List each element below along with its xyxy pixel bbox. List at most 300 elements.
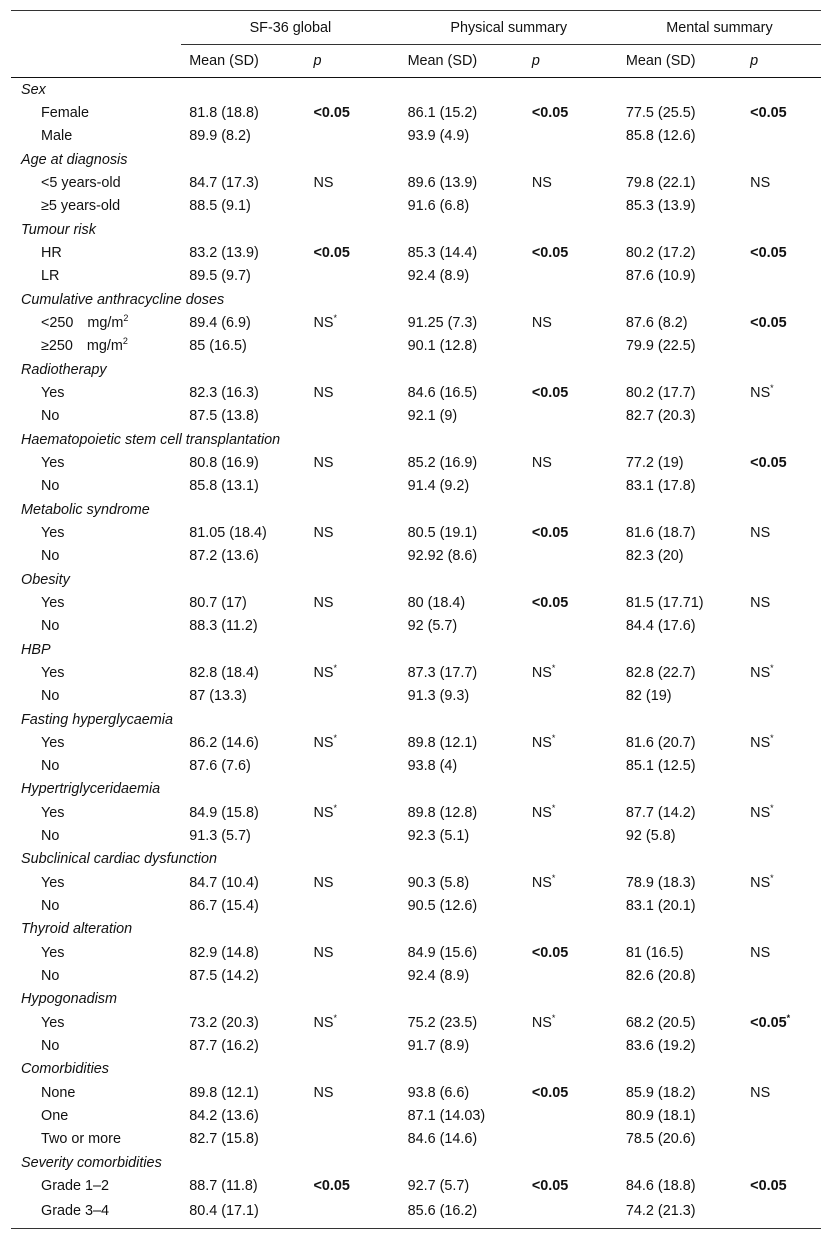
p-value-cell: <0.05 [531, 1084, 569, 1101]
mean-sd-cell: 84.9 (15.6) [407, 944, 478, 961]
mean-sd-cell: 93.8 (6.6) [407, 1084, 470, 1101]
table-row [11, 102, 821, 125]
table-row [11, 1128, 821, 1151]
mean-sd-cell: 82.3 (16.3) [189, 385, 259, 402]
category-label: Fasting hyperglycaemia [21, 711, 173, 728]
p-value-cell: NS* [750, 662, 774, 681]
mean-sd-cell: 73.2 (20.3) [189, 1014, 259, 1031]
table-row [11, 615, 821, 638]
p-value-cell: NS* [531, 1012, 556, 1031]
category-row [11, 778, 821, 802]
p-value-cell: NS [313, 874, 334, 891]
header-blank [11, 11, 181, 45]
p-value-cell: <0.05 [313, 245, 350, 262]
table-row [11, 125, 821, 148]
category-label: Severity comorbidities [21, 1154, 162, 1171]
row-label: No [41, 968, 60, 984]
p-value-cell [532, 335, 618, 358]
p-value-cell [750, 964, 821, 987]
header-blank [11, 45, 181, 78]
category-label: Sex [21, 81, 46, 98]
mean-sd-cell: 89.8 (12.8) [407, 804, 478, 821]
mean-sd-cell: 84.6 (16.5) [407, 385, 478, 402]
p-value-cell: <0.05 [750, 245, 787, 262]
p-value-cell: NS [750, 175, 771, 192]
mean-sd-cell: 81.5 (17.71) [625, 594, 704, 611]
mean-sd-cell: 93.8 (4) [407, 758, 458, 775]
mean-sd-cell: 92.7 (5.7) [407, 1177, 470, 1194]
category-label: Comorbidities [21, 1061, 109, 1078]
p-value-cell [313, 685, 399, 708]
mean-sd-cell: 82.9 (14.8) [189, 944, 259, 961]
p-value-cell: NS* [313, 732, 337, 751]
p-value-cell [532, 1034, 618, 1057]
p-value-cell [750, 685, 821, 708]
row-label: Male [41, 128, 73, 145]
mean-sd-cell: 85.3 (13.9) [625, 198, 696, 215]
category-row [11, 218, 821, 242]
p-value-cell: NS [313, 525, 334, 541]
mean-sd-cell: 85 (16.5) [189, 338, 247, 355]
p-value-cell [313, 405, 399, 428]
p-value-cell: <0.05 [531, 594, 569, 611]
p-value-cell: NS [531, 455, 552, 472]
group-header-mental: Mental summary [618, 11, 821, 45]
p-value-cell: NS* [750, 732, 774, 751]
row-label: Yes [41, 525, 65, 541]
mean-sd-cell: 91.7 (8.9) [407, 1037, 470, 1054]
table-row [11, 894, 821, 917]
p-value-cell [532, 1128, 618, 1151]
p-value-cell [313, 195, 399, 218]
mean-sd-cell: 85.1 (12.5) [625, 758, 696, 775]
p-value-cell: NS* [750, 872, 774, 891]
mean-sd-cell: 86.7 (15.4) [189, 898, 259, 915]
category-row [11, 638, 821, 662]
p-value-cell: NS* [531, 872, 556, 891]
row-label: HR [41, 245, 62, 262]
mean-sd-cell: 92.3 (5.1) [407, 828, 470, 845]
row-label: Grade 3–4 [11, 1198, 181, 1229]
p-value-cell [532, 1104, 618, 1127]
table-row [11, 451, 821, 474]
p-value-cell: NS* [750, 802, 774, 821]
table-row [11, 265, 821, 288]
table-row [11, 1034, 821, 1057]
row-label: No [41, 898, 60, 915]
col-header-p: p [313, 45, 399, 78]
category-label: Thyroid alteration [21, 921, 133, 938]
p-value-cell [313, 475, 399, 498]
mean-sd-cell: 82 (19) [625, 688, 672, 705]
row-label: Yes [41, 734, 65, 751]
mean-sd-cell: 81.6 (18.7) [625, 525, 696, 541]
category-row [11, 848, 821, 872]
row-label: Female [41, 105, 89, 122]
mean-sd-cell: 84.9 (15.8) [189, 804, 259, 821]
mean-sd-cell: 84.7 (10.4) [189, 874, 259, 891]
table-row [11, 591, 821, 614]
p-value-cell: NS [313, 1084, 334, 1101]
row-label: Yes [41, 1014, 65, 1031]
p-value-cell [313, 615, 399, 638]
col-header-mean: Mean (SD) [400, 45, 532, 78]
mean-sd-cell: 87.1 (14.03) [407, 1107, 486, 1124]
table-row [11, 172, 821, 195]
mean-sd-cell: 89.8 (12.1) [189, 1084, 259, 1101]
p-value-cell [313, 964, 399, 987]
mean-sd-cell: 82.7 (15.8) [189, 1131, 259, 1148]
mean-sd-cell: 85.2 (16.9) [407, 455, 478, 472]
category-label: Metabolic syndrome [21, 501, 150, 518]
p-value-cell [750, 545, 821, 568]
p-value-cell [750, 1104, 821, 1127]
p-value-cell [313, 824, 399, 847]
table-row [11, 312, 821, 335]
table-row [11, 941, 821, 964]
p-value-cell: <0.05 [313, 1177, 350, 1194]
p-value-cell: NS [313, 385, 334, 402]
mean-sd-cell: 82.8 (22.7) [625, 664, 696, 681]
mean-sd-cell: 85.6 (16.2) [400, 1198, 532, 1229]
p-value-cell [532, 824, 618, 847]
mean-sd-cell: 80.2 (17.2) [625, 245, 696, 262]
p-value-cell: NS* [531, 662, 556, 681]
mean-sd-cell: 81.8 (18.8) [189, 105, 259, 122]
mean-sd-cell: 81.6 (20.7) [625, 734, 696, 751]
p-value-cell: NS [313, 594, 334, 611]
row-label: Yes [41, 455, 65, 472]
mean-sd-cell: 92.1 (9) [407, 408, 458, 425]
p-value-cell: <0.05 [750, 455, 787, 472]
mean-sd-cell: 87.7 (16.2) [189, 1037, 259, 1054]
table-row [11, 1011, 821, 1034]
category-label: Age at diagnosis [21, 151, 128, 168]
table-row [11, 242, 821, 265]
mean-sd-cell: 91.4 (9.2) [407, 478, 470, 495]
p-value-cell: <0.05 [750, 105, 787, 122]
mean-sd-cell: 90.5 (12.6) [407, 898, 478, 915]
mean-sd-cell: 80.2 (17.7) [625, 385, 696, 402]
table-body [11, 78, 821, 1229]
p-value-cell: NS* [531, 732, 556, 751]
row-label: No [41, 478, 60, 495]
table-row [11, 964, 821, 987]
p-value-cell: <0.05 [531, 1177, 569, 1194]
row-label: Yes [41, 594, 65, 611]
row-label: No [41, 1037, 60, 1054]
category-label: Subclinical cardiac dysfunction [21, 851, 217, 868]
table-row [11, 871, 821, 894]
p-value-cell [313, 755, 399, 778]
table-row [11, 824, 821, 847]
category-label: HBP [21, 641, 51, 658]
p-value-cell [750, 1128, 821, 1151]
table-row [11, 801, 821, 824]
mean-sd-cell: 91.6 (6.8) [407, 198, 470, 215]
p-value-cell [750, 475, 821, 498]
p-value-cell [313, 545, 399, 568]
mean-sd-cell: 88.5 (9.1) [189, 198, 251, 215]
p-value-cell: NS [313, 455, 334, 472]
mean-sd-cell: 87.6 (7.6) [189, 758, 251, 775]
category-row [11, 148, 821, 172]
row-label: Yes [41, 385, 65, 402]
p-value-cell: NS [313, 175, 334, 192]
row-label: None [41, 1084, 76, 1101]
p-value-cell: <0.05 [531, 105, 569, 122]
p-value-cell: <0.05 [313, 105, 350, 122]
mean-sd-cell: 85.9 (18.2) [625, 1084, 696, 1101]
col-header-mean: Mean (SD) [181, 45, 313, 78]
table-row [11, 1198, 821, 1229]
p-value-cell [750, 265, 821, 288]
p-value-cell [532, 125, 618, 148]
row-label: Yes [41, 804, 65, 821]
p-value-cell [750, 755, 821, 778]
p-value-cell: <0.05 [750, 315, 787, 332]
mean-sd-cell: 84.7 (17.3) [189, 175, 259, 192]
mean-sd-cell: 87.6 (10.9) [625, 268, 696, 285]
mean-sd-cell: 87.3 (17.7) [407, 664, 478, 681]
p-value-cell: NS* [313, 802, 337, 821]
p-value-cell [313, 1198, 399, 1229]
p-value-cell: NS [750, 525, 771, 541]
p-value-cell: NS* [313, 313, 337, 332]
p-value-cell [750, 335, 821, 358]
mean-sd-cell: 92.4 (8.9) [407, 268, 470, 285]
category-row [11, 288, 821, 312]
mean-sd-cell: 82.6 (20.8) [625, 968, 696, 984]
p-value-cell [532, 1198, 618, 1229]
mean-sd-cell: 87.5 (13.8) [189, 408, 259, 425]
mean-sd-cell: 79.8 (22.1) [625, 175, 696, 192]
mean-sd-cell: 68.2 (20.5) [625, 1014, 696, 1031]
category-label: Tumour risk [21, 221, 96, 238]
table-row [11, 475, 821, 498]
row-label: No [41, 828, 60, 845]
mean-sd-cell: 87.5 (14.2) [189, 968, 259, 984]
mean-sd-cell: 90.3 (5.8) [407, 874, 470, 891]
mean-sd-cell: 80.7 (17) [189, 594, 247, 611]
mean-sd-cell: 88.7 (11.8) [189, 1177, 258, 1194]
row-label: No [41, 548, 60, 565]
table-row [11, 405, 821, 428]
p-value-cell [313, 894, 399, 917]
row-label: Yes [41, 944, 65, 961]
mean-sd-cell: 93.9 (4.9) [407, 128, 470, 145]
mean-sd-cell: 84.6 (18.8) [625, 1177, 696, 1194]
row-label: Yes [41, 664, 65, 681]
col-header-p: p [532, 45, 618, 78]
p-value-cell [313, 125, 399, 148]
table-row [11, 195, 821, 218]
p-value-cell: <0.05 [531, 245, 569, 262]
category-row [11, 918, 821, 942]
p-value-cell [750, 405, 821, 428]
mean-sd-cell: 84.4 (17.6) [625, 618, 696, 635]
mean-sd-cell: 75.2 (23.5) [407, 1014, 478, 1031]
p-value-cell: NS* [313, 1012, 337, 1031]
row-label: Yes [41, 874, 65, 891]
category-row [11, 358, 821, 382]
group-header-physical: Physical summary [400, 11, 618, 45]
row-label: ≥250 $mg/m^2$ [41, 336, 128, 355]
mean-sd-cell: 84.6 (14.6) [407, 1131, 478, 1148]
category-label: Haematopoietic stem cell transplantation [21, 431, 281, 448]
p-value-cell [750, 1034, 821, 1057]
table-row [11, 545, 821, 568]
mean-sd-cell: 85.3 (14.4) [407, 245, 478, 262]
mean-sd-cell: 89.8 (12.1) [407, 734, 478, 751]
p-value-cell [750, 894, 821, 917]
mean-sd-cell: 90.1 (12.8) [407, 338, 478, 355]
mean-sd-cell: 82.3 (20) [625, 548, 684, 565]
row-label: ≥5 years-old [41, 198, 121, 215]
mean-sd-cell: 92 (5.8) [625, 828, 676, 845]
mean-sd-cell: 89.4 (6.9) [189, 315, 251, 332]
mean-sd-cell: 80.5 (19.1) [407, 525, 478, 541]
category-row [11, 498, 821, 522]
p-value-cell [750, 615, 821, 638]
table-row [11, 335, 821, 358]
p-value-cell: <0.05 [531, 525, 569, 541]
p-value-cell [532, 894, 618, 917]
mean-sd-cell: 87.2 (13.6) [189, 548, 259, 565]
p-value-cell [313, 335, 399, 358]
results-table [11, 10, 821, 1229]
row-label: <250 $mg/m^2$ [41, 313, 129, 332]
mean-sd-cell: 77.2 (19) [625, 455, 684, 472]
p-value-cell [532, 265, 618, 288]
mean-sd-cell: 85.8 (13.1) [189, 478, 259, 495]
mean-sd-cell: 91.25 (7.3) [407, 315, 478, 332]
p-value-cell [532, 195, 618, 218]
p-value-cell [750, 195, 821, 218]
row-label: No [41, 758, 60, 775]
category-row [11, 78, 821, 102]
mean-sd-cell: 80.4 (17.1) [181, 1198, 313, 1229]
table-row [11, 1174, 821, 1197]
mean-sd-cell: 87 (13.3) [189, 688, 247, 705]
category-row [11, 568, 821, 592]
p-value-cell [750, 125, 821, 148]
mean-sd-cell: 78.5 (20.6) [625, 1131, 696, 1148]
col-header-mean: Mean (SD) [618, 45, 750, 78]
p-value-cell: NS [531, 315, 552, 332]
p-value-cell: <0.05 [750, 1177, 787, 1194]
mean-sd-cell: 89.9 (8.2) [189, 128, 251, 145]
p-value-cell [313, 1128, 399, 1151]
p-value-cell [750, 824, 821, 847]
category-row [11, 428, 821, 452]
p-value-cell [532, 615, 618, 638]
category-label: Obesity [21, 571, 70, 588]
mean-sd-cell: 80 (18.4) [407, 594, 466, 611]
table-row [11, 1081, 821, 1104]
mean-sd-cell: 81 (16.5) [625, 944, 684, 961]
mean-sd-cell: 77.5 (25.5) [625, 105, 696, 122]
p-value-cell: <0.05* [750, 1012, 791, 1031]
mean-sd-cell: 86.2 (14.6) [189, 734, 259, 751]
mean-sd-cell: 88.3 (11.2) [189, 618, 258, 635]
p-value-cell [313, 265, 399, 288]
mean-sd-cell: 83.1 (17.8) [625, 478, 696, 495]
row-label: LR [41, 268, 60, 285]
mean-sd-cell: 85.8 (12.6) [625, 128, 696, 145]
p-value-cell [532, 475, 618, 498]
p-value-cell [532, 685, 618, 708]
p-value-cell: NS [750, 594, 771, 611]
p-value-cell: NS [313, 944, 334, 961]
p-value-cell: <0.05 [531, 944, 569, 961]
table-row [11, 731, 821, 754]
col-header-p: p [750, 45, 821, 78]
category-label: Radiotherapy [21, 361, 107, 378]
dose-unit: $mg/m^2$ [87, 313, 129, 332]
category-row [11, 988, 821, 1012]
p-value-cell [532, 545, 618, 568]
p-value-cell: <0.05 [531, 385, 569, 402]
table-row [11, 1104, 821, 1127]
table-row [11, 685, 821, 708]
mean-sd-cell: 79.9 (22.5) [625, 338, 696, 355]
p-value-cell: NS* [531, 802, 556, 821]
mean-sd-cell: 92.4 (8.9) [407, 968, 470, 984]
p-value-cell [313, 1104, 399, 1127]
dose-unit: $mg/m^2$ [86, 336, 128, 355]
mean-sd-cell: 81.05 (18.4) [189, 525, 267, 541]
row-label: Grade 1–2 [41, 1177, 110, 1194]
row-label: No [41, 688, 60, 705]
row-label: No [41, 618, 60, 635]
group-header-sf36: SF-36 global [181, 11, 399, 45]
mean-sd-cell: 78.9 (18.3) [625, 874, 696, 891]
category-row [11, 1058, 821, 1082]
category-row [11, 708, 821, 732]
mean-sd-cell: 80.9 (18.1) [625, 1107, 696, 1124]
category-label: Hypertriglyceridaemia [21, 781, 161, 798]
mean-sd-cell: 82.8 (18.4) [189, 664, 259, 681]
row-label: One [41, 1107, 69, 1124]
mean-sd-cell: 91.3 (9.3) [407, 688, 470, 705]
mean-sd-cell: 83.1 (20.1) [625, 898, 696, 915]
p-value-cell [750, 1198, 821, 1229]
mean-sd-cell: 92 (5.7) [407, 618, 458, 635]
p-value-cell: NS [750, 1084, 771, 1101]
mean-sd-cell: 89.6 (13.9) [407, 175, 478, 192]
category-label: Cumulative anthracycline doses [21, 291, 225, 308]
mean-sd-cell: 82.7 (20.3) [625, 408, 696, 425]
p-value-cell: NS [531, 175, 552, 192]
p-value-cell [532, 755, 618, 778]
mean-sd-cell: 86.1 (15.2) [407, 105, 478, 122]
table-row [11, 755, 821, 778]
p-value-cell: NS [750, 944, 771, 961]
row-label: <5 years-old [41, 175, 121, 192]
mean-sd-cell: 84.2 (13.6) [189, 1107, 259, 1124]
mean-sd-cell: 87.6 (8.2) [625, 315, 688, 332]
table-row [11, 661, 821, 684]
mean-sd-cell: 74.2 (21.3) [618, 1198, 750, 1229]
mean-sd-cell: 87.7 (14.2) [625, 804, 696, 821]
table-row [11, 521, 821, 544]
category-label: Hypogonadism [21, 991, 117, 1008]
p-value-cell [532, 964, 618, 987]
p-value-cell: NS* [313, 662, 337, 681]
row-label: No [41, 408, 60, 425]
mean-sd-cell: 83.6 (19.2) [625, 1037, 696, 1054]
